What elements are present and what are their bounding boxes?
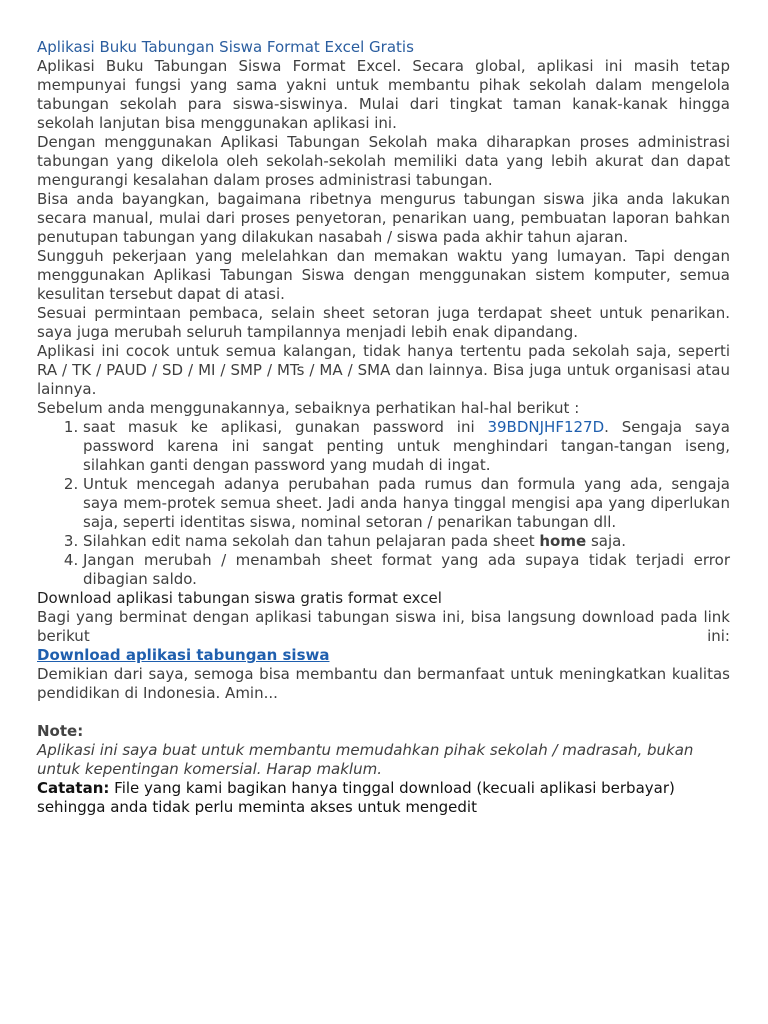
list-item-text: . Sengaja saya password karena ini sangat penting untuk menghindari tangan-tangan iseng, silahkan ganti dengan password yang mudah di ingat. bbox=[83, 418, 730, 474]
list-item-text: Jangan merubah / menambah sheet format yang ada supaya tidak terjadi error dibagian saldo. bbox=[83, 551, 730, 588]
list-item bbox=[83, 475, 730, 532]
paragraph-audience: Aplikasi ini cocok untuk semua kalangan, tidak hanya tertentu pada sekolah saja, seperti RA / TK / PAUD / SD / MI / SMP / MTs / MA / SMA dan lainnya. Bisa juga untuk organisasi atau lainnya. bbox=[37, 342, 730, 398]
download-heading: Download aplikasi tabungan siswa gratis format excel bbox=[37, 589, 442, 607]
list-item-text: saja. bbox=[586, 532, 627, 550]
password-value: 39BDNJHF127D bbox=[487, 418, 605, 436]
catatan-text bbox=[37, 779, 730, 817]
paragraph-manual-process: Bisa anda bayangkan, bagaimana ribetnya mengurus tabungan siswa jika anda lakukan secara manual, mulai dari proses penyetoran, penarikan uang, pembuatan laporan bahkan penutupan tabungan yang dilakukan nasabah / siswa pada akhir tahun ajaran. bbox=[37, 190, 730, 246]
list-item bbox=[83, 418, 730, 475]
note-section bbox=[37, 722, 730, 817]
instructions-list bbox=[37, 418, 730, 589]
paragraph-benefit: Dengan menggunakan Aplikasi Tabungan Sekolah maka diharapkan proses administrasi tabungan yang dikelola oleh sekolah-sekolah memiliki data yang lebih akurat dan dapat mengurangi kesalahan dalam proses administrasi tabungan. bbox=[37, 133, 730, 189]
download-intro: Bagi yang berminat dengan aplikasi tabungan siswa ini, bisa langsung download pada link berikut ini: bbox=[37, 608, 730, 645]
paragraph-sheets: Sesuai permintaan pembaca, selain sheet setoran juga terdapat sheet untuk penarikan. saya juga merubah seluruh tampilannya menjadi lebih enak dipandang. bbox=[37, 304, 730, 341]
list-item bbox=[83, 532, 730, 551]
list-item-text: Untuk mencegah adanya perubahan pada rumus dan formula yang ada, sengaja saya mem-protek semua sheet. Jadi anda hanya tinggal mengisi apa yang diperlukan saja, seperti identitas siswa, nominal setoran / penarikan tabungan dll. bbox=[83, 475, 730, 531]
paragraph-before-use: Sebelum anda menggunakannya, sebaiknya perhatikan hal-hal berikut : bbox=[37, 399, 580, 417]
list-item-text: saat masuk ke aplikasi, gunakan password ini bbox=[83, 418, 488, 436]
paragraph-intro: Aplikasi Buku Tabungan Siswa Format Excel. Secara global, aplikasi ini masih tetap mempunyai fungsi yang sama yakni untuk membantu pihak sekolah dalam mengelola tabungan sekolah para siswa-siswinya. Mulai dari tingkat taman kanak-kanak hingga sekolah lanjutan bisa menggunakan aplikasi ini. bbox=[37, 57, 730, 132]
catatan-body: File yang kami bagikan hanya tinggal download (kecuali aplikasi berbayar) sehingga anda tidak perlu meminta akses untuk mengedit bbox=[37, 779, 675, 816]
list-item bbox=[83, 551, 730, 589]
paragraph-computer-system: Sungguh pekerjaan yang melelahkan dan memakan waktu yang lumayan. Tapi dengan menggunakan Aplikasi Tabungan Siswa dengan menggunakan sistem komputer, semua kesulitan tersebut dapat di atasi. bbox=[37, 247, 730, 303]
note-text: Aplikasi ini saya buat untuk membantu memudahkan pihak sekolah / madrasah, bukan untuk kepentingan komersial. Harap maklum. bbox=[37, 741, 694, 778]
sheet-name-home: home bbox=[539, 532, 587, 550]
list-item-text: Silahkan edit nama sekolah dan tahun pelajaran pada sheet bbox=[83, 532, 540, 550]
article-title: Aplikasi Buku Tabungan Siswa Format Excel Gratis bbox=[37, 38, 414, 56]
paragraph-closing: Demikian dari saya, semoga bisa membantu dan bermanfaat untuk meningkatkan kualitas pendidikan di Indonesia. Amin... bbox=[37, 665, 730, 702]
note-label: Note: bbox=[37, 722, 84, 740]
catatan-label: Catatan: bbox=[37, 779, 110, 797]
download-link[interactable]: Download aplikasi tabungan siswa bbox=[37, 646, 330, 664]
